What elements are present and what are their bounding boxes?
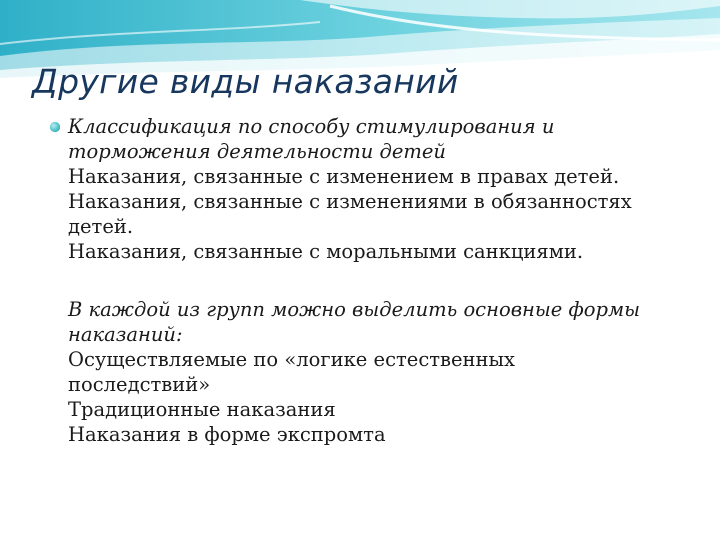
heading-line: торможения деятельности детей bbox=[68, 140, 446, 163]
list-item-text: Традиционные наказания bbox=[68, 398, 336, 421]
list-item bbox=[50, 164, 690, 189]
heading-line: В каждой из групп можно выделить основные формы bbox=[68, 298, 641, 321]
slide-body bbox=[50, 114, 690, 447]
bullet-icon bbox=[50, 122, 60, 132]
classification-heading-1 bbox=[50, 114, 690, 164]
list-item-text: последствий» bbox=[68, 373, 211, 396]
list-item bbox=[50, 189, 690, 239]
heading-line: Классификация по способу стимулирования и bbox=[68, 115, 555, 138]
list-item bbox=[50, 397, 690, 422]
list-item-text: Наказания в форме экспромта bbox=[68, 423, 386, 446]
list-item-text: Осуществляемые по «логике естественных bbox=[68, 348, 516, 371]
list-item-text: детей. bbox=[68, 215, 134, 238]
list-item bbox=[50, 422, 690, 447]
classification-heading-2 bbox=[50, 297, 690, 347]
slide-title: Другие виды наказаний bbox=[32, 62, 459, 101]
list-item bbox=[50, 239, 690, 264]
list-item bbox=[50, 347, 690, 397]
list-item-text: Наказания, связанные с изменениями в обязанностях bbox=[68, 190, 632, 213]
heading-line: наказаний: bbox=[68, 323, 183, 346]
list-item-text: Наказания, связанные с моральными санкциями. bbox=[68, 240, 584, 263]
list-item-text: Наказания, связанные с изменением в правах детей. bbox=[68, 165, 620, 188]
